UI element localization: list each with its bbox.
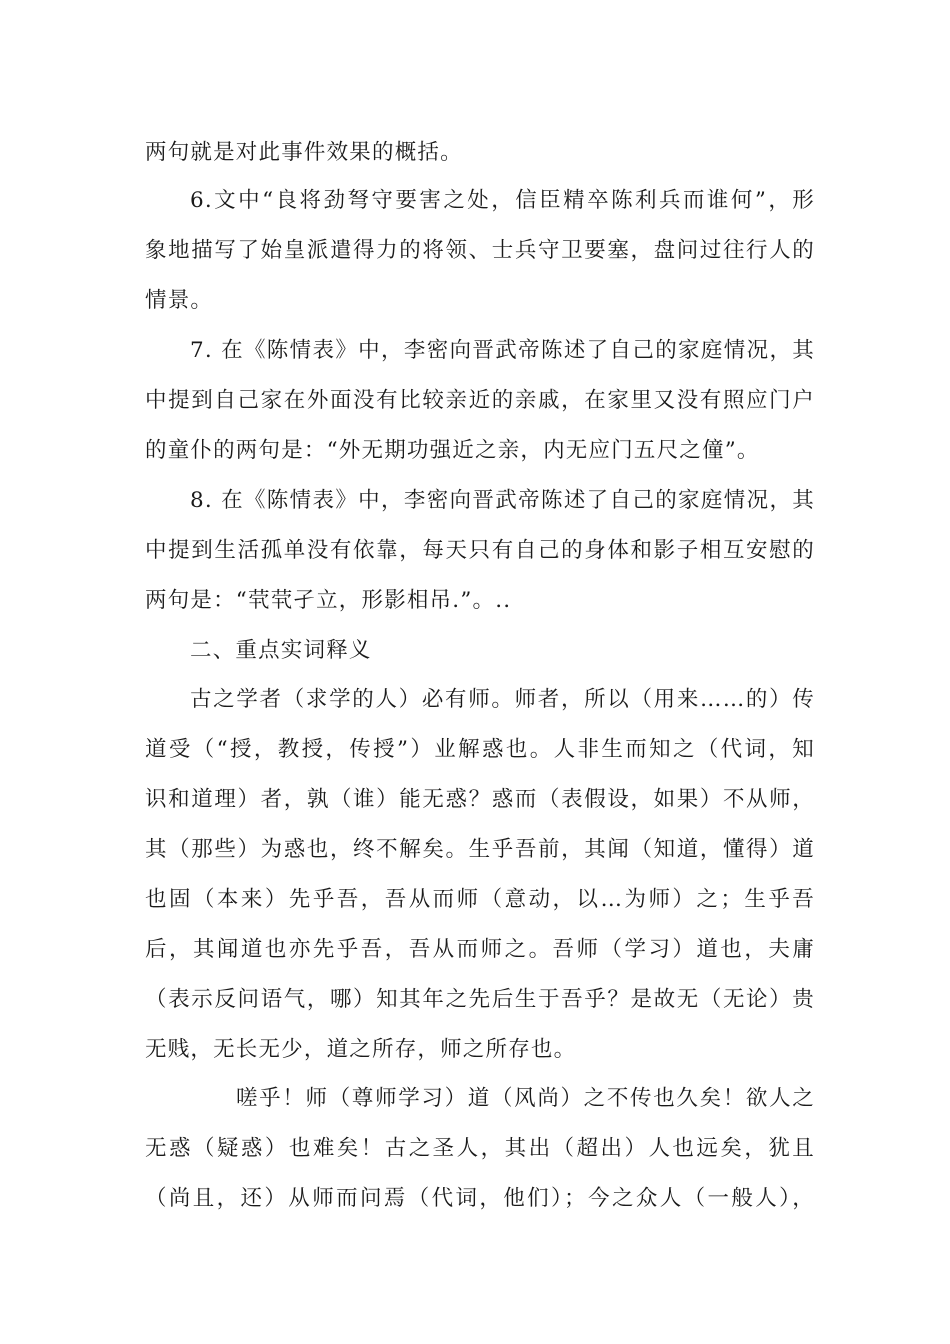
text-line: 的童仆的两句是：“外无期功强近之亲，内无应门五尺之僮”。 bbox=[145, 438, 760, 463]
text-line: 6.文中“良将劲弩守要害之处，信臣精卒陈利兵而谁何”，形 bbox=[190, 188, 815, 213]
text-line: 无贱，无长无少，道之所存，师之所存也。 bbox=[145, 1037, 577, 1062]
text-line: 两句是：“茕茕孑立，形影相吊.”。.. bbox=[145, 588, 512, 613]
text-line: 道受（“授，教授，传授”）业解惑也。人非生而知之（代词，知 bbox=[145, 737, 815, 762]
text-line: 也固（本来）先乎吾，吾从而师（意动，以…为师）之；生乎吾 bbox=[145, 887, 815, 912]
text-line: 后，其闻道也亦先乎吾，吾从而师之。吾师（学习）道也，夫庸 bbox=[145, 937, 815, 962]
text-line: （表示反问语气，哪）知其年之先后生于吾乎？是故无（无论）贵 bbox=[145, 987, 815, 1012]
section-heading: 二、重点实词释义 bbox=[190, 638, 372, 663]
text-line: 其（那些）为惑也，终不解矣。生乎吾前，其闻（知道，懂得）道 bbox=[145, 837, 815, 862]
text-line: 中提到自己家在外面没有比较亲近的亲戚，在家里又没有照应门户 bbox=[145, 388, 815, 413]
text-line: （尚且，还）从师而问焉（代词，他们）；今之众人（一般人）， bbox=[145, 1186, 815, 1211]
text-line: 中提到生活孤单没有依靠，每天只有自己的身体和影子相互安慰的 bbox=[145, 538, 815, 563]
text-line: 嗟乎！师（尊师学习）道（风尚）之不传也久矣！欲人之 bbox=[236, 1086, 815, 1111]
text-line: 识和道理）者，孰（谁）能无惑？惑而（表假设，如果）不从师， bbox=[145, 787, 815, 812]
text-line: 象地描写了始皇派遣得力的将领、士兵守卫要塞，盘问过往行人的 bbox=[145, 238, 815, 263]
text-line: 古之学者（求学的人）必有师。师者，所以（用来……的）传 bbox=[190, 687, 815, 712]
text-line: 8. 在《陈情表》中，李密向晋武帝陈述了自己的家庭情况，其 bbox=[190, 488, 815, 513]
text-line: 两句就是对此事件效果的概括。 bbox=[145, 140, 463, 165]
text-line: 情景。 bbox=[145, 288, 214, 313]
text-line: 7. 在《陈情表》中，李密向晋武帝陈述了自己的家庭情况，其 bbox=[190, 338, 815, 363]
text-line: 无惑（疑惑）也难矣！古之圣人，其出（超出）人也远矣，犹且 bbox=[145, 1136, 815, 1161]
